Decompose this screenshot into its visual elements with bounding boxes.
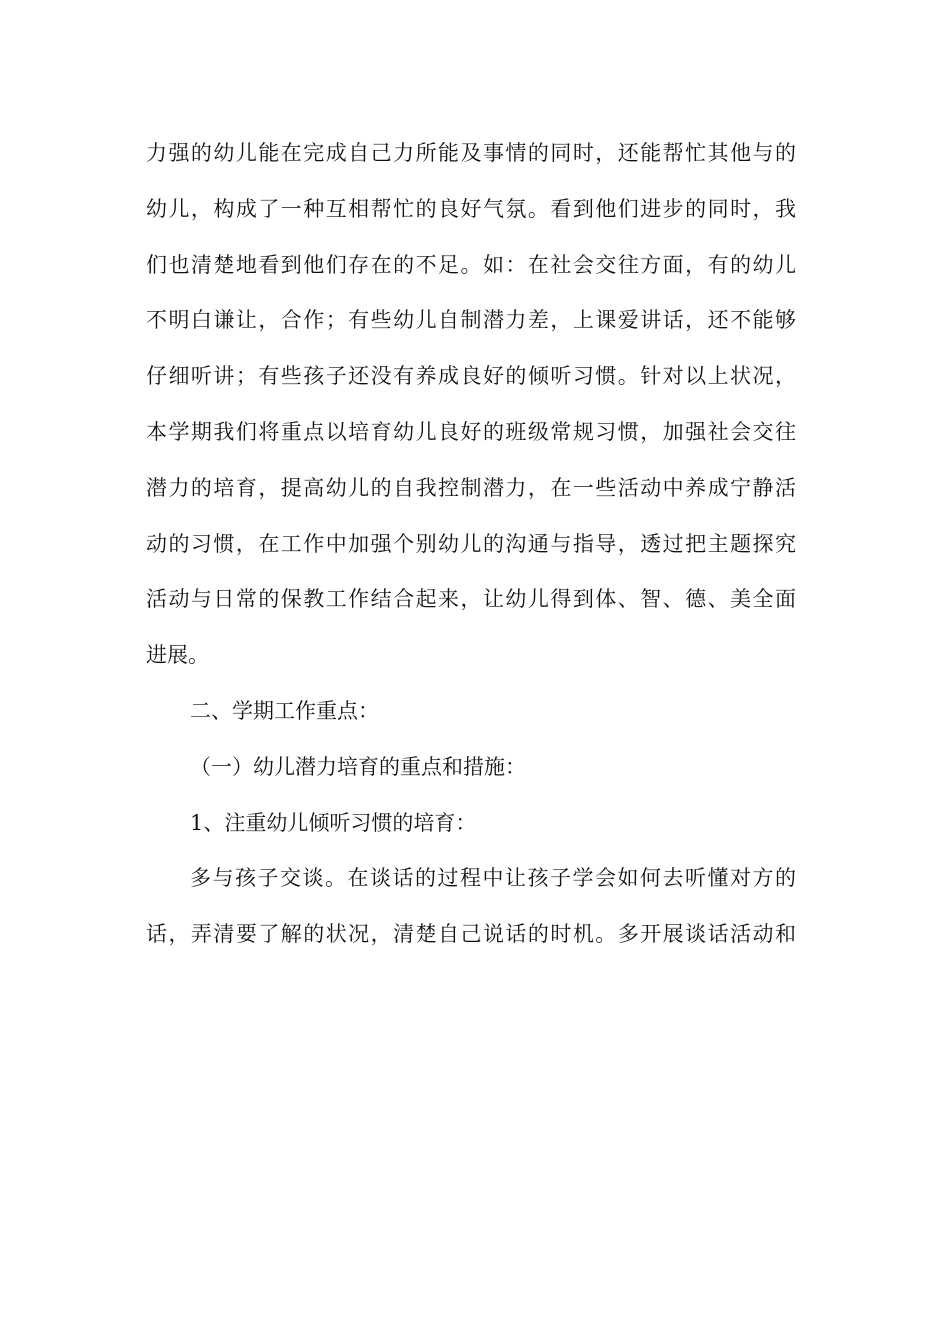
body-line: 动的习惯，在工作中加强个别幼儿的沟通与指导，透过把主题探究 (146, 531, 796, 556)
body-line: 仔细听讲；有些孩子还没有养成良好的倾听习惯。针对以上状况， (146, 364, 796, 389)
section-heading: 二、学期工作重点： (190, 698, 379, 723)
body-line: 力强的幼儿能在完成自己力所能及事情的同时，还能帮忙其他与的 (146, 141, 796, 165)
body-line-first: 多与孩子交谈。在谈话的过程中让孩子学会如何去听懂对方的 (190, 866, 796, 891)
body-line-last: 进展。 (146, 643, 209, 668)
body-line: 话，弄清要了解的状况，清楚自己说话的时机。多开展谈话活动和 (146, 922, 796, 947)
document-body (146, 126, 796, 963)
body-line: 不明白谦让，合作；有些幼儿自制潜力差，上课爱讲话，还不能够 (146, 308, 796, 333)
item-heading: 1、注重幼儿倾听习惯的培育： (190, 810, 477, 835)
body-line: 活动与日常的保教工作结合起来，让幼儿得到体、智、德、美全面 (146, 587, 796, 612)
body-line: 幼儿，构成了一种互相帮忙的良好气氛。看到他们进步的同时，我 (146, 196, 796, 221)
body-line: 本学期我们将重点以培育幼儿良好的班级常规习惯，加强社会交往 (146, 419, 796, 444)
subsection-heading: （一）幼儿潜力培育的重点和措施： (190, 754, 526, 779)
body-line: 们也清楚地看到他们存在的不足。如：在社会交往方面，有的幼儿 (146, 252, 796, 277)
body-line: 潜力的培育，提高幼儿的自我控制潜力，在一些活动中养成宁静活 (146, 475, 796, 500)
